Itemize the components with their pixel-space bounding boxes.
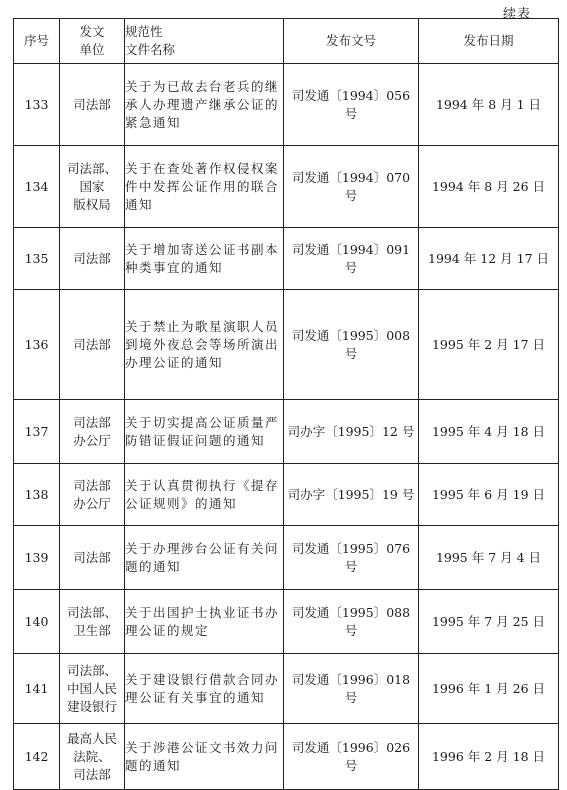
row-date: 1994 年 8 月 26 日 (419, 146, 559, 228)
table-row (14, 464, 559, 526)
header-doc-no (284, 19, 419, 64)
row-doc-no: 司发通〔1995〕008 号 (284, 290, 419, 400)
row-doc-no: 司发通〔1994〕056 号 (284, 64, 419, 146)
header-doc-no-label: 发布文号 (325, 33, 376, 48)
table-row (14, 228, 559, 290)
row-doc-no: 司办字〔1995〕12 号 (284, 400, 419, 464)
row-date: 1996 年 1 月 26 日 (419, 654, 559, 724)
issuer-text: 司法部 办公厅 (73, 477, 111, 511)
issuer-text: 司法部、 卫生部 (66, 604, 117, 638)
row-no: 135 (14, 228, 60, 290)
row-no: 137 (14, 400, 60, 464)
row-name: 关于建设银行借款合同办理公证有关事宜的通知 (125, 654, 284, 724)
table-row (14, 146, 559, 228)
row-issuer (60, 228, 125, 290)
row-date: 1994 年 12 月 17 日 (419, 228, 559, 290)
row-doc-no: 司发通〔1995〕088 号 (284, 590, 419, 654)
header-name (125, 19, 284, 64)
row-no: 136 (14, 290, 60, 400)
row-name: 关于认真贯彻执行《提存公证规则》的通知 (125, 464, 284, 526)
row-name: 关于出国护士执业证书办理公证的规定 (125, 590, 284, 654)
row-issuer (60, 526, 125, 590)
row-no: 133 (14, 64, 60, 146)
row-no: 142 (14, 724, 60, 790)
row-date: 1995 年 6 月 19 日 (419, 464, 559, 526)
header-date (419, 19, 559, 64)
row-issuer (60, 400, 125, 464)
continued-label: 续表 (502, 7, 531, 22)
regulations-table (13, 18, 559, 790)
row-name: 关于办理涉台公证有关问题的通知 (125, 526, 284, 590)
row-date: 1995 年 4 月 18 日 (419, 400, 559, 464)
row-issuer (60, 464, 125, 526)
issuer-text: 司法部 (73, 549, 111, 565)
header-name-label: 规范性 文件名称 (125, 24, 176, 57)
row-no: 139 (14, 526, 60, 590)
row-no: 138 (14, 464, 60, 526)
row-issuer (60, 590, 125, 654)
header-issuer (60, 19, 125, 64)
header-date-label: 发布日期 (463, 33, 514, 48)
row-doc-no: 司办字〔1995〕19 号 (284, 464, 419, 526)
table-row (14, 654, 559, 724)
row-name: 关于在查处著作权侵权案件中发挥公证作用的联合通知 (125, 146, 284, 228)
header-row (14, 19, 559, 64)
row-doc-no: 司发通〔1996〕026 号 (284, 724, 419, 790)
row-date: 1995 年 7 月 4 日 (419, 526, 559, 590)
row-issuer (60, 146, 125, 228)
issuer-text: 司法部、 国家 版权局 (66, 160, 117, 212)
table-row (14, 290, 559, 400)
row-doc-no: 司发通〔1996〕018 号 (284, 654, 419, 724)
row-date: 1995 年 2 月 17 日 (419, 290, 559, 400)
row-date: 1996 年 2 月 18 日 (419, 724, 559, 790)
row-date: 1995 年 7 月 25 日 (419, 590, 559, 654)
header-issuer-label: 发文 单位 (79, 24, 105, 57)
row-name: 关于禁止为歌星演职人员到境外夜总会等场所演出办理公证的通知 (125, 290, 284, 400)
table-row (14, 400, 559, 464)
issuer-text: 司法部 (73, 336, 111, 352)
row-no: 134 (14, 146, 60, 228)
table-row (14, 526, 559, 590)
row-doc-no: 司发通〔1994〕091 号 (284, 228, 419, 290)
table-row (14, 724, 559, 790)
row-no: 140 (14, 590, 60, 654)
issuer-text: 司法部 (73, 96, 111, 112)
issuer-text: 最高人民 法院、 司法部 (66, 730, 117, 782)
row-issuer (60, 724, 125, 790)
issuer-text: 司法部、 中国人民 建设银行 (66, 662, 117, 714)
issuer-text: 司法部 办公厅 (73, 414, 111, 448)
row-doc-no: 司发通〔1995〕076 号 (284, 526, 419, 590)
row-name: 关于为已故去台老兵的继承人办理遗产继承公证的紧急通知 (125, 64, 284, 146)
row-issuer (60, 64, 125, 146)
row-issuer (60, 290, 125, 400)
row-no: 141 (14, 654, 60, 724)
row-doc-no: 司发通〔1994〕070 号 (284, 146, 419, 228)
row-name: 关于涉港公证文书效力问题的通知 (125, 724, 284, 790)
row-date: 1994 年 8 月 1 日 (419, 64, 559, 146)
table-row (14, 64, 559, 146)
header-no-label: 序号 (23, 33, 49, 48)
row-issuer (60, 654, 125, 724)
table-row (14, 590, 559, 654)
row-name: 关于切实提高公证质量严防错证假证问题的通知 (125, 400, 284, 464)
issuer-text: 司法部 (73, 250, 111, 266)
row-name: 关于增加寄送公证书副本种类事宜的通知 (125, 228, 284, 290)
header-no (14, 19, 60, 64)
